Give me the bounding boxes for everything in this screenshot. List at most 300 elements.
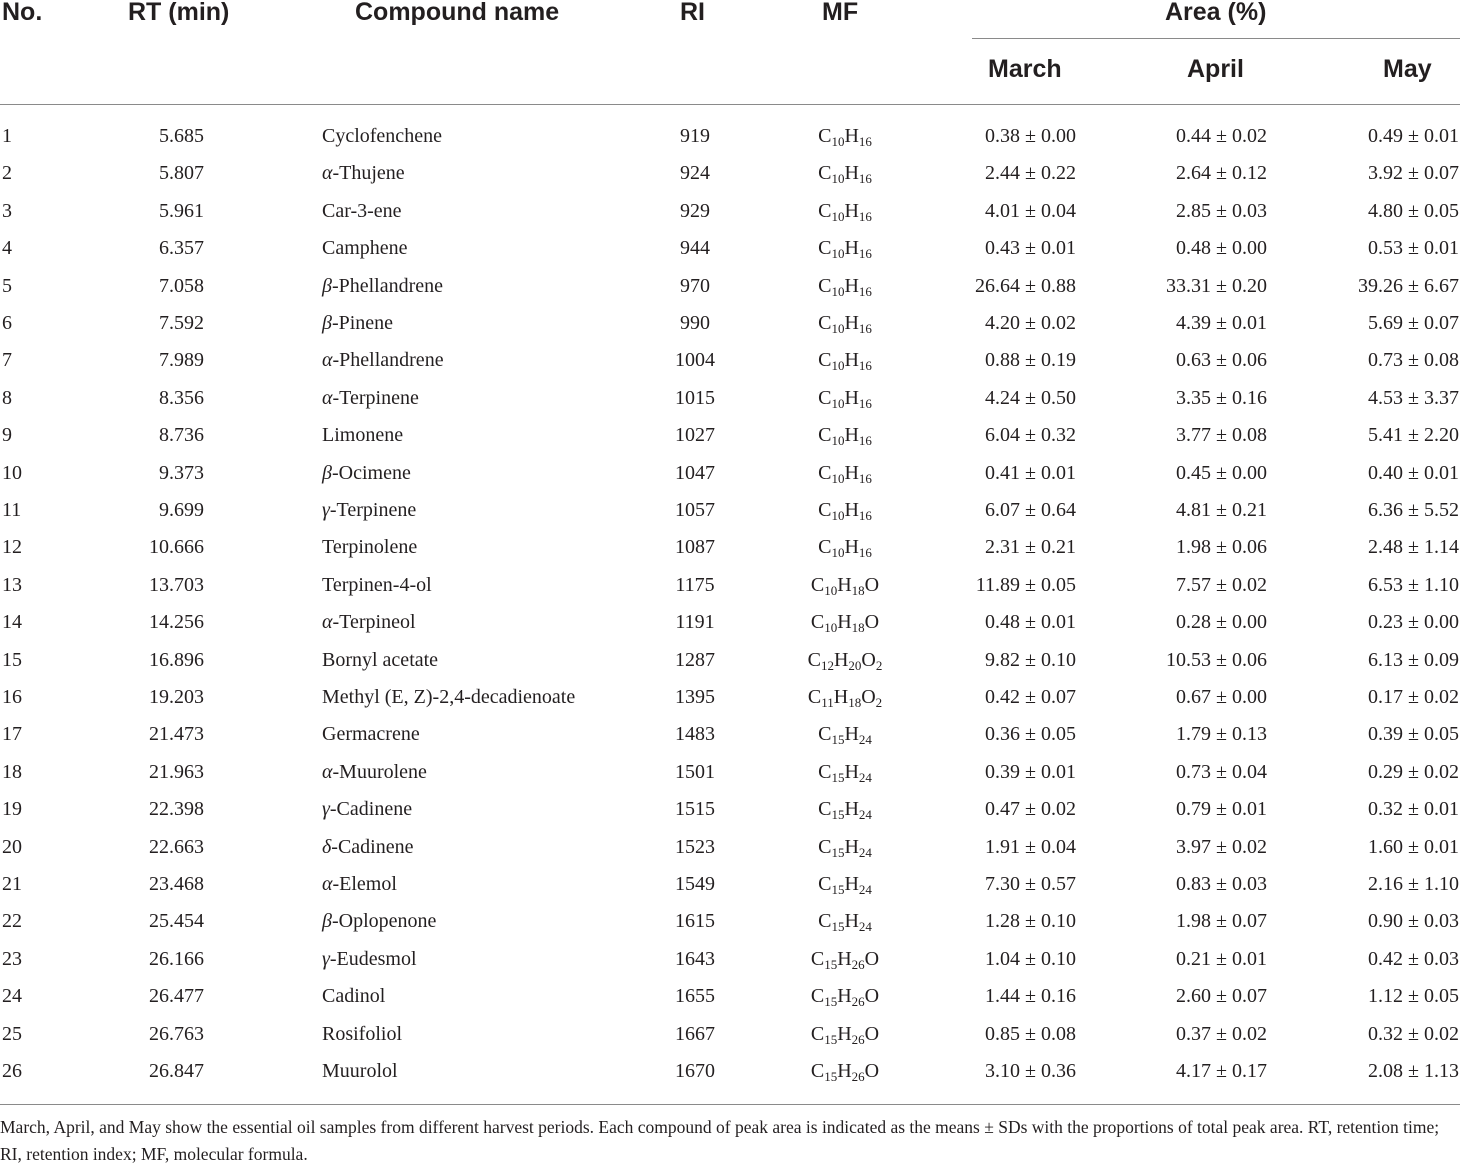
table-row bbox=[0, 118, 1460, 155]
greek-prefix: α bbox=[322, 873, 333, 895]
row-number: 10 bbox=[2, 461, 22, 484]
formula-element: H bbox=[844, 499, 859, 521]
area-april: 0.37 ± 0.02 bbox=[1176, 1022, 1267, 1045]
formula-count: 15 bbox=[831, 807, 845, 823]
formula-element: C bbox=[818, 386, 832, 409]
compound-name bbox=[322, 193, 402, 230]
molecular-formula bbox=[780, 866, 910, 903]
formula-count: 10 bbox=[831, 545, 845, 561]
area-april: 4.81 ± 0.21 bbox=[1176, 499, 1267, 521]
formula-element: H bbox=[844, 386, 859, 409]
formula-element: H bbox=[844, 199, 859, 222]
area-header-rule bbox=[972, 38, 1460, 39]
retention-index: 1047 bbox=[675, 461, 715, 484]
table-row bbox=[0, 941, 1460, 978]
greek-prefix: α bbox=[322, 386, 333, 409]
compound-name bbox=[322, 380, 419, 417]
area-may: 3.92 ± 0.07 bbox=[1368, 162, 1459, 185]
formula-element: O bbox=[864, 947, 880, 970]
formula-count: 16 bbox=[858, 433, 872, 449]
area-april: 0.21 ± 0.01 bbox=[1176, 947, 1267, 970]
area-april: 3.77 ± 0.08 bbox=[1176, 424, 1267, 447]
table-row bbox=[0, 305, 1460, 342]
area-april: 0.44 ± 0.02 bbox=[1176, 125, 1267, 147]
area-march: 0.47 ± 0.02 bbox=[985, 798, 1076, 821]
area-may: 1.60 ± 0.01 bbox=[1368, 835, 1459, 858]
retention-index: 1501 bbox=[675, 760, 715, 783]
row-number: 7 bbox=[2, 349, 12, 372]
row-number: 14 bbox=[2, 611, 22, 634]
formula-element: H bbox=[844, 424, 859, 447]
retention-time: 21.963 bbox=[149, 760, 204, 783]
retention-time: 9.699 bbox=[159, 499, 204, 521]
molecular-formula bbox=[780, 155, 910, 192]
formula-count: 15 bbox=[824, 994, 838, 1010]
area-april: 4.39 ± 0.01 bbox=[1176, 312, 1267, 334]
area-march: 0.43 ± 0.01 bbox=[985, 237, 1076, 260]
compound-name-text: -Cadinene bbox=[329, 798, 413, 821]
formula-element: C bbox=[810, 573, 825, 596]
compound-name bbox=[322, 118, 442, 155]
area-march: 11.89 ± 0.05 bbox=[975, 573, 1076, 596]
formula-element: O bbox=[861, 648, 876, 671]
area-april: 33.31 ± 0.20 bbox=[1166, 274, 1267, 297]
formula-element: C bbox=[818, 760, 832, 783]
area-april: 0.63 ± 0.06 bbox=[1176, 349, 1267, 372]
row-number: 18 bbox=[2, 760, 22, 783]
formula-count: 16 bbox=[858, 470, 872, 486]
table-row bbox=[0, 679, 1460, 716]
table-row bbox=[0, 230, 1460, 267]
retention-time: 9.373 bbox=[159, 461, 204, 484]
compound-name bbox=[322, 903, 436, 940]
row-number: 20 bbox=[2, 835, 22, 858]
header-no: No. bbox=[2, 0, 43, 26]
formula-count: 16 bbox=[858, 545, 872, 561]
table-row bbox=[0, 1053, 1460, 1090]
retention-index: 1175 bbox=[675, 573, 715, 596]
compound-name-text: -Oplopenone bbox=[331, 910, 437, 933]
compound-name-text: -Cadinene bbox=[331, 835, 414, 858]
formula-element: C bbox=[807, 648, 821, 671]
formula-element: C bbox=[818, 499, 832, 521]
area-march: 1.91 ± 0.04 bbox=[985, 835, 1076, 858]
retention-index: 1655 bbox=[675, 985, 715, 1008]
molecular-formula bbox=[780, 978, 910, 1015]
table-row bbox=[0, 754, 1460, 791]
retention-time: 5.685 bbox=[159, 125, 204, 147]
formula-element: H bbox=[844, 536, 859, 559]
retention-time: 23.468 bbox=[149, 873, 204, 895]
retention-index: 1395 bbox=[675, 686, 715, 708]
molecular-formula bbox=[780, 342, 910, 379]
formula-element: H bbox=[844, 125, 859, 147]
compound-name-text: -Thujene bbox=[332, 162, 405, 185]
area-may: 0.90 ± 0.03 bbox=[1368, 910, 1459, 933]
compound-name-text: Cyclofenchene bbox=[322, 125, 442, 147]
formula-element: H bbox=[844, 312, 859, 334]
compound-name-text: Terpinen-4-ol bbox=[322, 573, 432, 596]
header-area: Area (%) bbox=[1165, 0, 1267, 26]
formula-count: 15 bbox=[831, 919, 845, 935]
compound-name bbox=[322, 866, 397, 903]
formula-element: C bbox=[818, 274, 832, 297]
molecular-formula bbox=[780, 716, 910, 753]
area-may: 0.40 ± 0.01 bbox=[1368, 461, 1459, 484]
compound-name bbox=[322, 492, 416, 529]
retention-time: 22.663 bbox=[149, 835, 204, 858]
area-may: 0.42 ± 0.03 bbox=[1368, 947, 1459, 970]
retention-index: 929 bbox=[680, 199, 710, 222]
area-may: 0.73 ± 0.08 bbox=[1368, 349, 1459, 372]
formula-element: C bbox=[818, 910, 832, 933]
retention-index: 1515 bbox=[675, 798, 715, 821]
molecular-formula bbox=[780, 492, 910, 529]
retention-time: 19.203 bbox=[149, 686, 204, 708]
retention-index: 1643 bbox=[675, 947, 715, 970]
area-march: 0.39 ± 0.01 bbox=[985, 760, 1076, 783]
formula-count: 15 bbox=[831, 732, 845, 748]
retention-time: 21.473 bbox=[149, 723, 204, 746]
compound-name-text: -Phellandrene bbox=[332, 349, 444, 372]
table-row bbox=[0, 866, 1460, 903]
molecular-formula bbox=[780, 380, 910, 417]
formula-count: 10 bbox=[831, 470, 845, 486]
compound-name-text: -Muurolene bbox=[332, 760, 427, 783]
header-ri: RI bbox=[680, 0, 705, 26]
area-march: 9.82 ± 0.10 bbox=[985, 648, 1076, 671]
molecular-formula bbox=[780, 118, 910, 155]
area-march: 7.30 ± 0.57 bbox=[985, 873, 1076, 895]
table-row bbox=[0, 455, 1460, 492]
area-march: 26.64 ± 0.88 bbox=[975, 274, 1076, 297]
greek-prefix: β bbox=[322, 312, 332, 334]
formula-element: O bbox=[864, 1060, 880, 1082]
formula-count: 16 bbox=[858, 283, 872, 299]
formula-count: 15 bbox=[831, 882, 845, 897]
formula-element: H bbox=[837, 611, 852, 634]
formula-element: C bbox=[818, 461, 832, 484]
greek-prefix: β bbox=[322, 461, 332, 484]
formula-element: C bbox=[818, 798, 832, 821]
compound-name bbox=[322, 567, 432, 604]
formula-element: H bbox=[837, 573, 852, 596]
compound-name-text: Limonene bbox=[322, 424, 404, 447]
area-april: 1.98 ± 0.07 bbox=[1176, 910, 1267, 933]
molecular-formula bbox=[780, 417, 910, 454]
row-number: 13 bbox=[2, 573, 22, 596]
formula-element: C bbox=[810, 611, 825, 634]
retention-time: 22.398 bbox=[149, 798, 204, 821]
row-number: 17 bbox=[2, 723, 22, 746]
formula-element: H bbox=[844, 873, 859, 895]
area-april: 0.45 ± 0.00 bbox=[1176, 461, 1267, 484]
formula-element: O bbox=[864, 611, 880, 634]
formula-count: 16 bbox=[858, 171, 872, 187]
compound-name-text: -Elemol bbox=[332, 873, 397, 895]
molecular-formula bbox=[780, 791, 910, 828]
molecular-formula bbox=[780, 305, 910, 342]
retention-time: 16.896 bbox=[149, 648, 204, 671]
compound-name bbox=[322, 642, 438, 679]
area-april: 0.73 ± 0.04 bbox=[1176, 760, 1267, 783]
formula-element: H bbox=[844, 162, 859, 185]
area-may: 0.49 ± 0.01 bbox=[1368, 125, 1459, 147]
area-march: 3.10 ± 0.36 bbox=[985, 1060, 1076, 1082]
formula-count: 12 bbox=[820, 657, 834, 673]
compound-name bbox=[322, 417, 403, 454]
row-number: 24 bbox=[2, 985, 22, 1008]
header-bottom-rule bbox=[0, 104, 1460, 105]
retention-time: 7.989 bbox=[159, 349, 204, 372]
retention-time: 26.166 bbox=[149, 947, 204, 970]
area-may: 39.26 ± 6.67 bbox=[1358, 274, 1459, 297]
greek-prefix: γ bbox=[322, 947, 330, 970]
row-number: 5 bbox=[2, 274, 12, 297]
row-number: 9 bbox=[2, 424, 12, 447]
retention-time: 7.058 bbox=[159, 274, 204, 297]
compound-name-text: Bornyl acetate bbox=[322, 648, 439, 671]
formula-element: H bbox=[837, 1060, 852, 1082]
table-row bbox=[0, 903, 1460, 940]
area-may: 6.13 ± 0.09 bbox=[1368, 648, 1459, 671]
compound-name bbox=[322, 604, 416, 641]
formula-count: 24 bbox=[858, 769, 872, 785]
area-may: 2.48 ± 1.14 bbox=[1368, 536, 1459, 559]
retention-time: 14.256 bbox=[149, 611, 204, 634]
area-march: 0.88 ± 0.19 bbox=[985, 349, 1076, 372]
greek-prefix: α bbox=[322, 162, 333, 185]
area-may: 0.23 ± 0.00 bbox=[1368, 611, 1459, 634]
formula-element: H bbox=[844, 760, 859, 783]
compound-name-text: -Pinene bbox=[331, 312, 394, 334]
area-april: 2.85 ± 0.03 bbox=[1176, 199, 1267, 222]
molecular-formula bbox=[780, 268, 910, 305]
retention-time: 26.477 bbox=[149, 985, 204, 1008]
formula-count: 24 bbox=[858, 844, 872, 860]
formula-count: 16 bbox=[858, 321, 872, 336]
retention-time: 26.763 bbox=[149, 1022, 204, 1045]
retention-index: 924 bbox=[680, 162, 710, 185]
greek-prefix: γ bbox=[322, 798, 330, 821]
formula-count: 15 bbox=[831, 769, 845, 785]
molecular-formula bbox=[780, 604, 910, 641]
formula-element: H bbox=[844, 461, 859, 484]
area-april: 1.98 ± 0.06 bbox=[1176, 536, 1267, 559]
formula-count: 26 bbox=[851, 956, 865, 972]
formula-count: 10 bbox=[831, 283, 845, 299]
retention-index: 1287 bbox=[675, 648, 715, 671]
compound-name-text: -Eudesmol bbox=[329, 947, 417, 970]
area-april: 3.35 ± 0.16 bbox=[1176, 386, 1267, 409]
formula-count: 2 bbox=[875, 695, 883, 710]
molecular-formula bbox=[780, 642, 910, 679]
formula-element: C bbox=[810, 947, 825, 970]
table-row bbox=[0, 791, 1460, 828]
formula-element: C bbox=[810, 985, 825, 1008]
table-row bbox=[0, 1016, 1460, 1053]
retention-index: 1483 bbox=[675, 723, 715, 746]
area-april: 0.67 ± 0.00 bbox=[1176, 686, 1267, 708]
area-april: 0.83 ± 0.03 bbox=[1176, 873, 1267, 895]
table-row bbox=[0, 193, 1460, 230]
formula-element: H bbox=[844, 910, 859, 933]
row-number: 1 bbox=[2, 125, 12, 147]
molecular-formula bbox=[780, 455, 910, 492]
molecular-formula bbox=[780, 1016, 910, 1053]
retention-time: 7.592 bbox=[159, 312, 204, 334]
formula-element: H bbox=[844, 274, 859, 297]
row-number: 2 bbox=[2, 162, 12, 185]
molecular-formula bbox=[780, 829, 910, 866]
header-rt: RT (min) bbox=[128, 0, 230, 26]
table-row bbox=[0, 492, 1460, 529]
compound-name-text: Car-3-ene bbox=[322, 199, 402, 222]
area-march: 1.28 ± 0.10 bbox=[985, 910, 1076, 933]
greek-prefix: γ bbox=[322, 499, 330, 521]
row-number: 11 bbox=[2, 499, 22, 521]
table-footnote: March, April, and May show the essential oil samples from different harvest periods. Each compound of peak area is indicated as the means ± SDs with the proportions of total peak area. RT, retention time; RI, retention index; MF, molecular formula. bbox=[0, 1117, 1440, 1164]
retention-index: 1087 bbox=[675, 536, 715, 559]
compound-name bbox=[322, 342, 444, 379]
table-row bbox=[0, 829, 1460, 866]
formula-element: C bbox=[818, 199, 832, 222]
compound-name bbox=[322, 941, 417, 978]
area-march: 1.44 ± 0.16 bbox=[985, 985, 1076, 1008]
area-march: 6.07 ± 0.64 bbox=[985, 499, 1076, 521]
formula-element: C bbox=[818, 536, 832, 559]
row-number: 3 bbox=[2, 199, 12, 222]
compound-name bbox=[322, 305, 393, 342]
formula-element: H bbox=[837, 985, 852, 1008]
area-may: 0.32 ± 0.01 bbox=[1368, 798, 1459, 821]
area-may: 1.12 ± 0.05 bbox=[1368, 985, 1459, 1008]
area-may: 2.16 ± 1.10 bbox=[1368, 873, 1459, 895]
greek-prefix: β bbox=[322, 910, 332, 933]
retention-time: 10.666 bbox=[149, 536, 204, 559]
row-number: 6 bbox=[2, 312, 12, 334]
area-april: 0.48 ± 0.00 bbox=[1176, 237, 1267, 260]
formula-element: H bbox=[844, 349, 859, 372]
formula-element: O bbox=[864, 1022, 880, 1045]
row-number: 22 bbox=[2, 910, 22, 933]
retention-index: 1027 bbox=[675, 424, 715, 447]
row-number: 23 bbox=[2, 947, 22, 970]
compound-name-text: Terpinolene bbox=[322, 536, 418, 559]
area-march: 6.04 ± 0.32 bbox=[985, 424, 1076, 447]
retention-index: 1549 bbox=[675, 873, 715, 895]
formula-count: 10 bbox=[831, 208, 845, 224]
area-may: 6.36 ± 5.52 bbox=[1368, 499, 1459, 521]
formula-element: C bbox=[818, 349, 832, 372]
formula-count: 24 bbox=[858, 732, 872, 748]
compound-name bbox=[322, 1053, 398, 1090]
formula-count: 24 bbox=[858, 882, 872, 897]
area-may: 4.53 ± 3.37 bbox=[1368, 386, 1459, 409]
area-may: 0.29 ± 0.02 bbox=[1368, 760, 1459, 783]
table-row bbox=[0, 342, 1460, 379]
retention-index: 1670 bbox=[675, 1060, 715, 1082]
formula-count: 10 bbox=[831, 508, 845, 523]
formula-element: H bbox=[844, 798, 859, 821]
formula-element: C bbox=[818, 835, 832, 858]
formula-count: 16 bbox=[858, 246, 872, 262]
area-march: 4.20 ± 0.02 bbox=[985, 312, 1076, 334]
formula-element: C bbox=[818, 424, 832, 447]
formula-count: 15 bbox=[824, 1031, 838, 1047]
formula-count: 16 bbox=[858, 358, 872, 374]
formula-count: 10 bbox=[831, 171, 845, 187]
molecular-formula bbox=[780, 1053, 910, 1090]
greek-prefix: β bbox=[322, 274, 332, 297]
table-row bbox=[0, 155, 1460, 192]
compound-name-text: -Terpinene bbox=[329, 499, 417, 521]
area-march: 0.41 ± 0.01 bbox=[985, 461, 1076, 484]
compound-name-text: Germacrene bbox=[322, 723, 420, 746]
compound-name bbox=[322, 268, 443, 305]
row-number: 21 bbox=[2, 873, 22, 895]
formula-count: 2 bbox=[875, 657, 883, 673]
retention-time: 5.961 bbox=[159, 199, 204, 222]
table-row bbox=[0, 567, 1460, 604]
formula-element: O bbox=[864, 985, 880, 1008]
compound-name-text: -Phellandrene bbox=[331, 274, 444, 297]
area-april: 2.64 ± 0.12 bbox=[1176, 162, 1267, 185]
compound-name-text: Methyl (E, Z)-2,4-decadienoate bbox=[322, 686, 576, 708]
formula-count: 18 bbox=[848, 695, 862, 710]
formula-element: H bbox=[844, 835, 859, 858]
formula-count: 18 bbox=[851, 620, 865, 636]
table-row bbox=[0, 978, 1460, 1015]
greek-prefix: α bbox=[322, 611, 333, 634]
formula-count: 10 bbox=[824, 582, 838, 598]
header-compound-name: Compound name bbox=[355, 0, 560, 26]
table-row bbox=[0, 529, 1460, 566]
area-march: 0.42 ± 0.07 bbox=[985, 686, 1076, 708]
greek-prefix: α bbox=[322, 760, 333, 783]
retention-index: 1057 bbox=[675, 499, 715, 521]
formula-count: 10 bbox=[831, 395, 845, 411]
formula-count: 26 bbox=[851, 1069, 865, 1084]
molecular-formula bbox=[780, 903, 910, 940]
retention-time: 6.357 bbox=[159, 237, 204, 260]
area-may: 0.39 ± 0.05 bbox=[1368, 723, 1459, 746]
formula-count: 16 bbox=[858, 395, 872, 411]
formula-count: 26 bbox=[851, 1031, 865, 1047]
retention-index: 1615 bbox=[675, 910, 715, 933]
area-march: 2.44 ± 0.22 bbox=[985, 162, 1076, 185]
formula-count: 16 bbox=[858, 134, 872, 149]
formula-element: C bbox=[818, 723, 832, 746]
formula-element: C bbox=[807, 686, 822, 708]
table-row bbox=[0, 268, 1460, 305]
area-april: 2.60 ± 0.07 bbox=[1176, 985, 1267, 1008]
greek-prefix: α bbox=[322, 349, 333, 372]
compound-name bbox=[322, 529, 417, 566]
formula-count: 18 bbox=[851, 582, 865, 598]
area-march: 4.24 ± 0.50 bbox=[985, 386, 1076, 409]
area-may: 5.69 ± 0.07 bbox=[1368, 312, 1459, 334]
molecular-formula bbox=[780, 193, 910, 230]
molecular-formula bbox=[780, 529, 910, 566]
area-march: 0.48 ± 0.01 bbox=[985, 611, 1076, 634]
area-march: 0.38 ± 0.00 bbox=[985, 125, 1076, 147]
formula-element: H bbox=[837, 947, 852, 970]
formula-element: H bbox=[844, 237, 859, 260]
table-row bbox=[0, 716, 1460, 753]
formula-element: H bbox=[837, 1022, 852, 1045]
formula-element: C bbox=[818, 873, 832, 895]
